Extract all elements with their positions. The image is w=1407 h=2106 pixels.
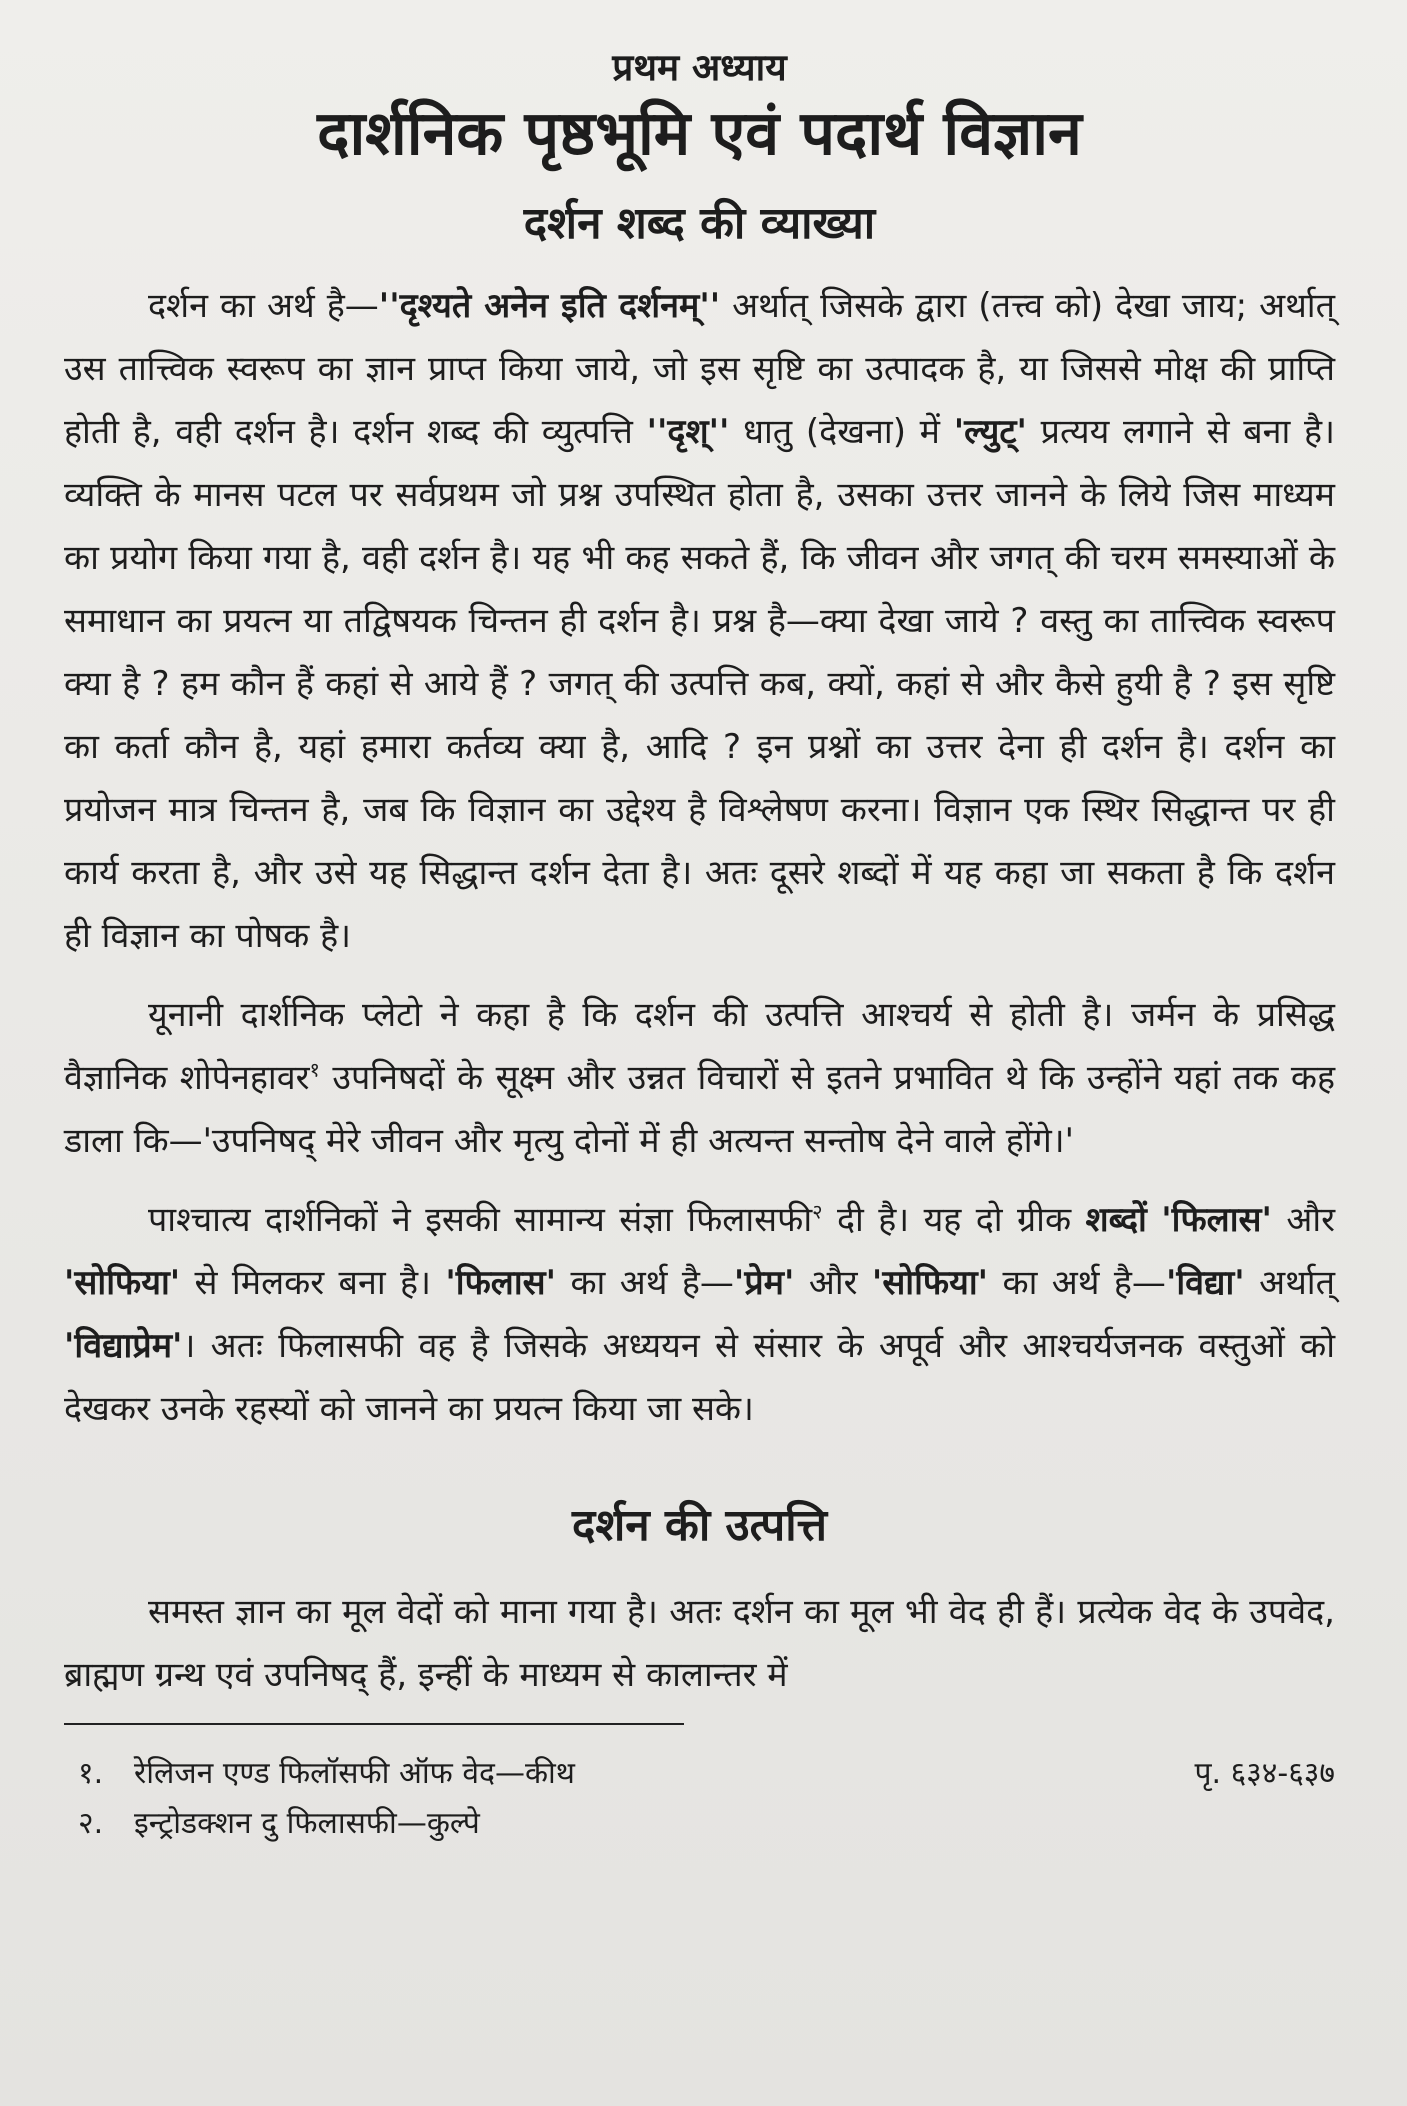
footnote-ref-1: १ xyxy=(309,1057,320,1082)
p3-bold-7: 'विद्या' xyxy=(1165,1263,1245,1304)
p1-text-3: धातु (देखना) में xyxy=(729,412,954,453)
footnote-1-number: १. xyxy=(78,1756,104,1792)
p1-text-4: प्रत्यय लगाने से बना है। व्यक्ति के मानस पटल पर सर्वप्रथम जो प्रश्न उपस्थित होता है, उसका उत्तर जानने के लिये जिस माध्यम का प्रयोग किया गया है, वही दर्शन है। यह भी कह सकते हैं, कि जीवन और जगत् की चरम समस्याओं के समाधान का प्रयत्न या तद्विषयक चिन्तन ही दर्शन है। प्रश्न है—क्या देखा जाये ? वस्तु का तात्त्विक स्वरूप क्या है ? हम कौन हैं कहां से आये हैं ? जगत् की उत्पत्ति कब, क्यों, कहां से और कैसे हुयी है ? इस सृष्टि का कर्ता कौन है, यहां हमारा कर्तव्य क्या है, आदि ? इन प्रश्नों का उत्तर देना ही दर्शन है। दर्शन का प्रयोजन मात्र चिन्तन है, जब कि विज्ञान का उद्देश्य है विश्लेषण करना। विज्ञान एक स्थिर सिद्धान्त पर ही कार्य करता है, और उसे यह सिद्धान्त दर्शन देता है। अतः दूसरे शब्दों में यह कहा जा सकता है कि दर्शन ही विज्ञान का पोषक है। xyxy=(64,412,1335,957)
paragraph-4: समस्त ज्ञान का मूल वेदों को माना गया है। अतः दर्शन का मूल भी वेद ही हैं। प्रत्येक वेद के उपवेद, ब्राह्मण ग्रन्थ एवं उपनिषद् हैं, इन्हीं के माध्यम से कालान्तर में xyxy=(64,1592,1335,1696)
p3-bold-2: 'फिलास' xyxy=(1161,1200,1272,1241)
p1-text-1: दर्शन का अर्थ है— xyxy=(148,286,379,327)
p3-text-8: का अर्थ है— xyxy=(988,1263,1166,1304)
p3-text-7: और xyxy=(794,1263,872,1304)
footnote-divider xyxy=(64,1723,684,1725)
footnote-1-page: पृ. ६३४-६३७ xyxy=(1194,1756,1335,1792)
p2-text-1: यूनानी दार्शनिक प्लेटो ने कहा है कि दर्शन की उत्पत्ति आश्चर्य से होती है। जर्मन के प्रसिद्ध वैज्ञानिक शोपेनहावर xyxy=(64,995,1335,1099)
footnotes xyxy=(64,1749,1335,1849)
p3-bold-5: 'प्रेम' xyxy=(733,1263,795,1304)
p3-bold-1: शब्दों xyxy=(1085,1200,1147,1241)
p3-bold-3: 'सोफिया' xyxy=(64,1263,181,1304)
section-heading-2: दर्शन की उत्पत्ति xyxy=(572,1500,827,1552)
footnote-1-body xyxy=(78,1749,575,1799)
paragraph-1 xyxy=(64,275,1335,968)
footnote-2-number: २. xyxy=(78,1806,104,1842)
p3-text-9: अर्थात् xyxy=(1244,1263,1335,1304)
paragraph-2 xyxy=(64,984,1335,1173)
paragraph-3 xyxy=(64,1189,1335,1441)
footnote-2-text: इन्ट्रोडक्शन दु फिलासफी—कुल्पे xyxy=(134,1806,480,1842)
p2-text-2: उपनिषदों के सूक्ष्म और उन्नत विचारों से इतने प्रभावित थे कि उन्होंने यहां तक कह डाला कि—'उपनिषद् मेरे जीवन और मृत्यु दोनों में ही अत्यन्त सन्तोष देने वाले होंगे।' xyxy=(64,1058,1335,1162)
p3-text-2: दी है। यह दो ग्रीक xyxy=(822,1200,1086,1241)
footnote-ref-2: २ xyxy=(812,1199,823,1224)
footnote-2 xyxy=(78,1799,1335,1849)
p3-bold-4: 'फिलास' xyxy=(445,1263,557,1304)
section-heading-1: दर्शन शब्द की व्याख्या xyxy=(523,198,876,250)
p1-bold-1: ''दृश्यते अनेन इति दर्शनम्'' xyxy=(378,286,721,327)
p1-text-2: अर्थात् जिसके द्वारा (तत्त्व को) देखा जाय; अर्थात् उस तात्त्विक स्वरूप का ज्ञान प्राप्त किया जाये, जो इस सृष्टि का उत्पादक है, या जिससे मोक्ष की प्राप्ति होती है, वही दर्शन है। दर्शन शब्द की व्युत्पत्ति xyxy=(64,286,1335,453)
footnote-2-body xyxy=(78,1799,480,1849)
p1-bold-2: ''दृश्'' xyxy=(646,412,730,453)
p3-bold-6: 'सोफिया' xyxy=(871,1263,989,1304)
footnote-1-text: रेलिजन एण्ड फिलॉसफी ऑफ वेद—कीथ xyxy=(134,1756,575,1792)
p3-text-5: से मिलकर बना है। xyxy=(180,1263,446,1304)
footnote-1 xyxy=(78,1749,1335,1799)
p3-text-10: । अतः फिलासफी वह है जिसके अध्ययन से संसार के अपूर्व और आश्चर्यजनक वस्तुओं को देखकर उनके रहस्यों को जानने का प्रयत्न किया जा सके। xyxy=(64,1326,1335,1430)
p3-text-4: और xyxy=(1271,1200,1336,1241)
p3-text-3 xyxy=(1147,1200,1161,1240)
p3-text-6: का अर्थ है— xyxy=(556,1263,734,1304)
p1-bold-3: 'ल्युट्' xyxy=(953,412,1027,453)
p3-bold-8: 'विद्याप्रेम' xyxy=(64,1326,183,1367)
p3-text-1: पाश्चात्य दार्शनिकों ने इसकी सामान्य संज्ञा फिलासफी xyxy=(148,1200,813,1241)
chapter-label: प्रथम अध्याय xyxy=(612,46,787,89)
page-title: दार्शनिक पृष्ठभूमि एवं पदार्थ विज्ञान xyxy=(317,98,1082,169)
